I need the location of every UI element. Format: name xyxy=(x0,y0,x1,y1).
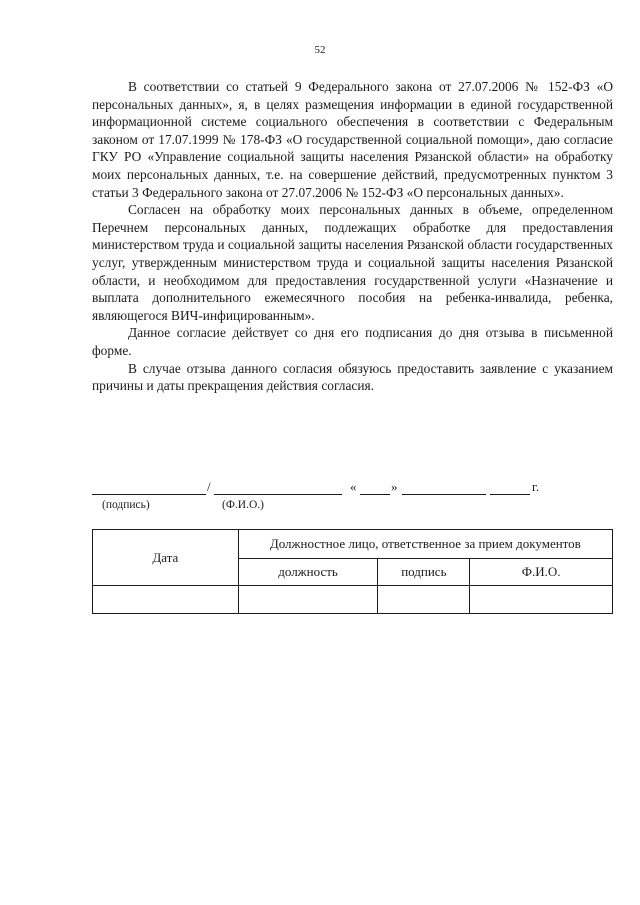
paragraph-legal-basis: В соответствии со статьей 9 Федерального закона от 27.07.2006 № 152-ФЗ «О персональных данных», я, в целях размещения информации в единой государственной информационной системе социального обеспечения в соответствии с Федеральным законом от 17.07.1999 № 178-ФЗ «О государственной социальной помощи», даю согласие ГКУ РО «Управление социальной защиты населения Рязанской области» на обработку моих персональных данных, т.е. на совершение действий, предусмотренных пунктом 3 статьи 3 Федерального закона от 27.07.2006 № 152-ФЗ «О персональных данных». xyxy=(92,79,613,200)
day-line[interactable] xyxy=(360,480,390,495)
year-suffix: г. xyxy=(532,479,540,494)
page-number: 52 xyxy=(314,44,326,56)
fio-cell[interactable] xyxy=(470,586,613,614)
signature-caption: (подпись) xyxy=(102,499,150,511)
fio-header: Ф.И.О. xyxy=(470,559,613,586)
year-line[interactable] xyxy=(490,480,530,495)
position-header: должность xyxy=(238,559,378,586)
signature-line[interactable] xyxy=(92,480,206,495)
table-header-row xyxy=(93,530,613,559)
quote-close: » xyxy=(391,479,398,494)
fio-caption: (Ф.И.О.) xyxy=(222,499,264,511)
date-header: Дата xyxy=(93,530,239,586)
date-cell[interactable] xyxy=(93,586,239,614)
paragraph-validity: Данное согласие действует со дня его подписания до дня отзыва в письменной форме. xyxy=(92,325,613,358)
paragraph-scope: Согласен на обработку моих персональных данных в объеме, определенном Перечнем персональных данных, подлежащих обработке для предоставления министерством труда и социальной защиты населения Рязанской области государственных услуг, утвержденным министерством труда и социальной защиты населения Рязанской области, и необходимом для предоставления государственной услуги «Назначение и выплата дополнительного ежемесячного пособия на ребенка-инвалида, ребенка, являющегося ВИЧ-инфицированным». xyxy=(92,202,613,323)
signature-cell[interactable] xyxy=(378,586,470,614)
acceptance-table xyxy=(92,529,613,614)
signature-header: подпись xyxy=(378,559,470,586)
signature-slash: / xyxy=(207,479,211,494)
paragraph-revocation: В случае отзыва данного согласия обязуюсь предоставить заявление с указанием причины и даты прекращения действия согласия. xyxy=(92,360,613,394)
table-row xyxy=(93,586,613,614)
month-line[interactable] xyxy=(402,480,486,495)
official-header: Должностное лицо, ответственное за прием документов xyxy=(238,530,612,559)
position-cell[interactable] xyxy=(238,586,378,614)
consent-text xyxy=(92,78,613,395)
fio-line[interactable] xyxy=(214,480,342,495)
signature-block xyxy=(92,480,612,520)
quote-open: « xyxy=(350,479,357,494)
